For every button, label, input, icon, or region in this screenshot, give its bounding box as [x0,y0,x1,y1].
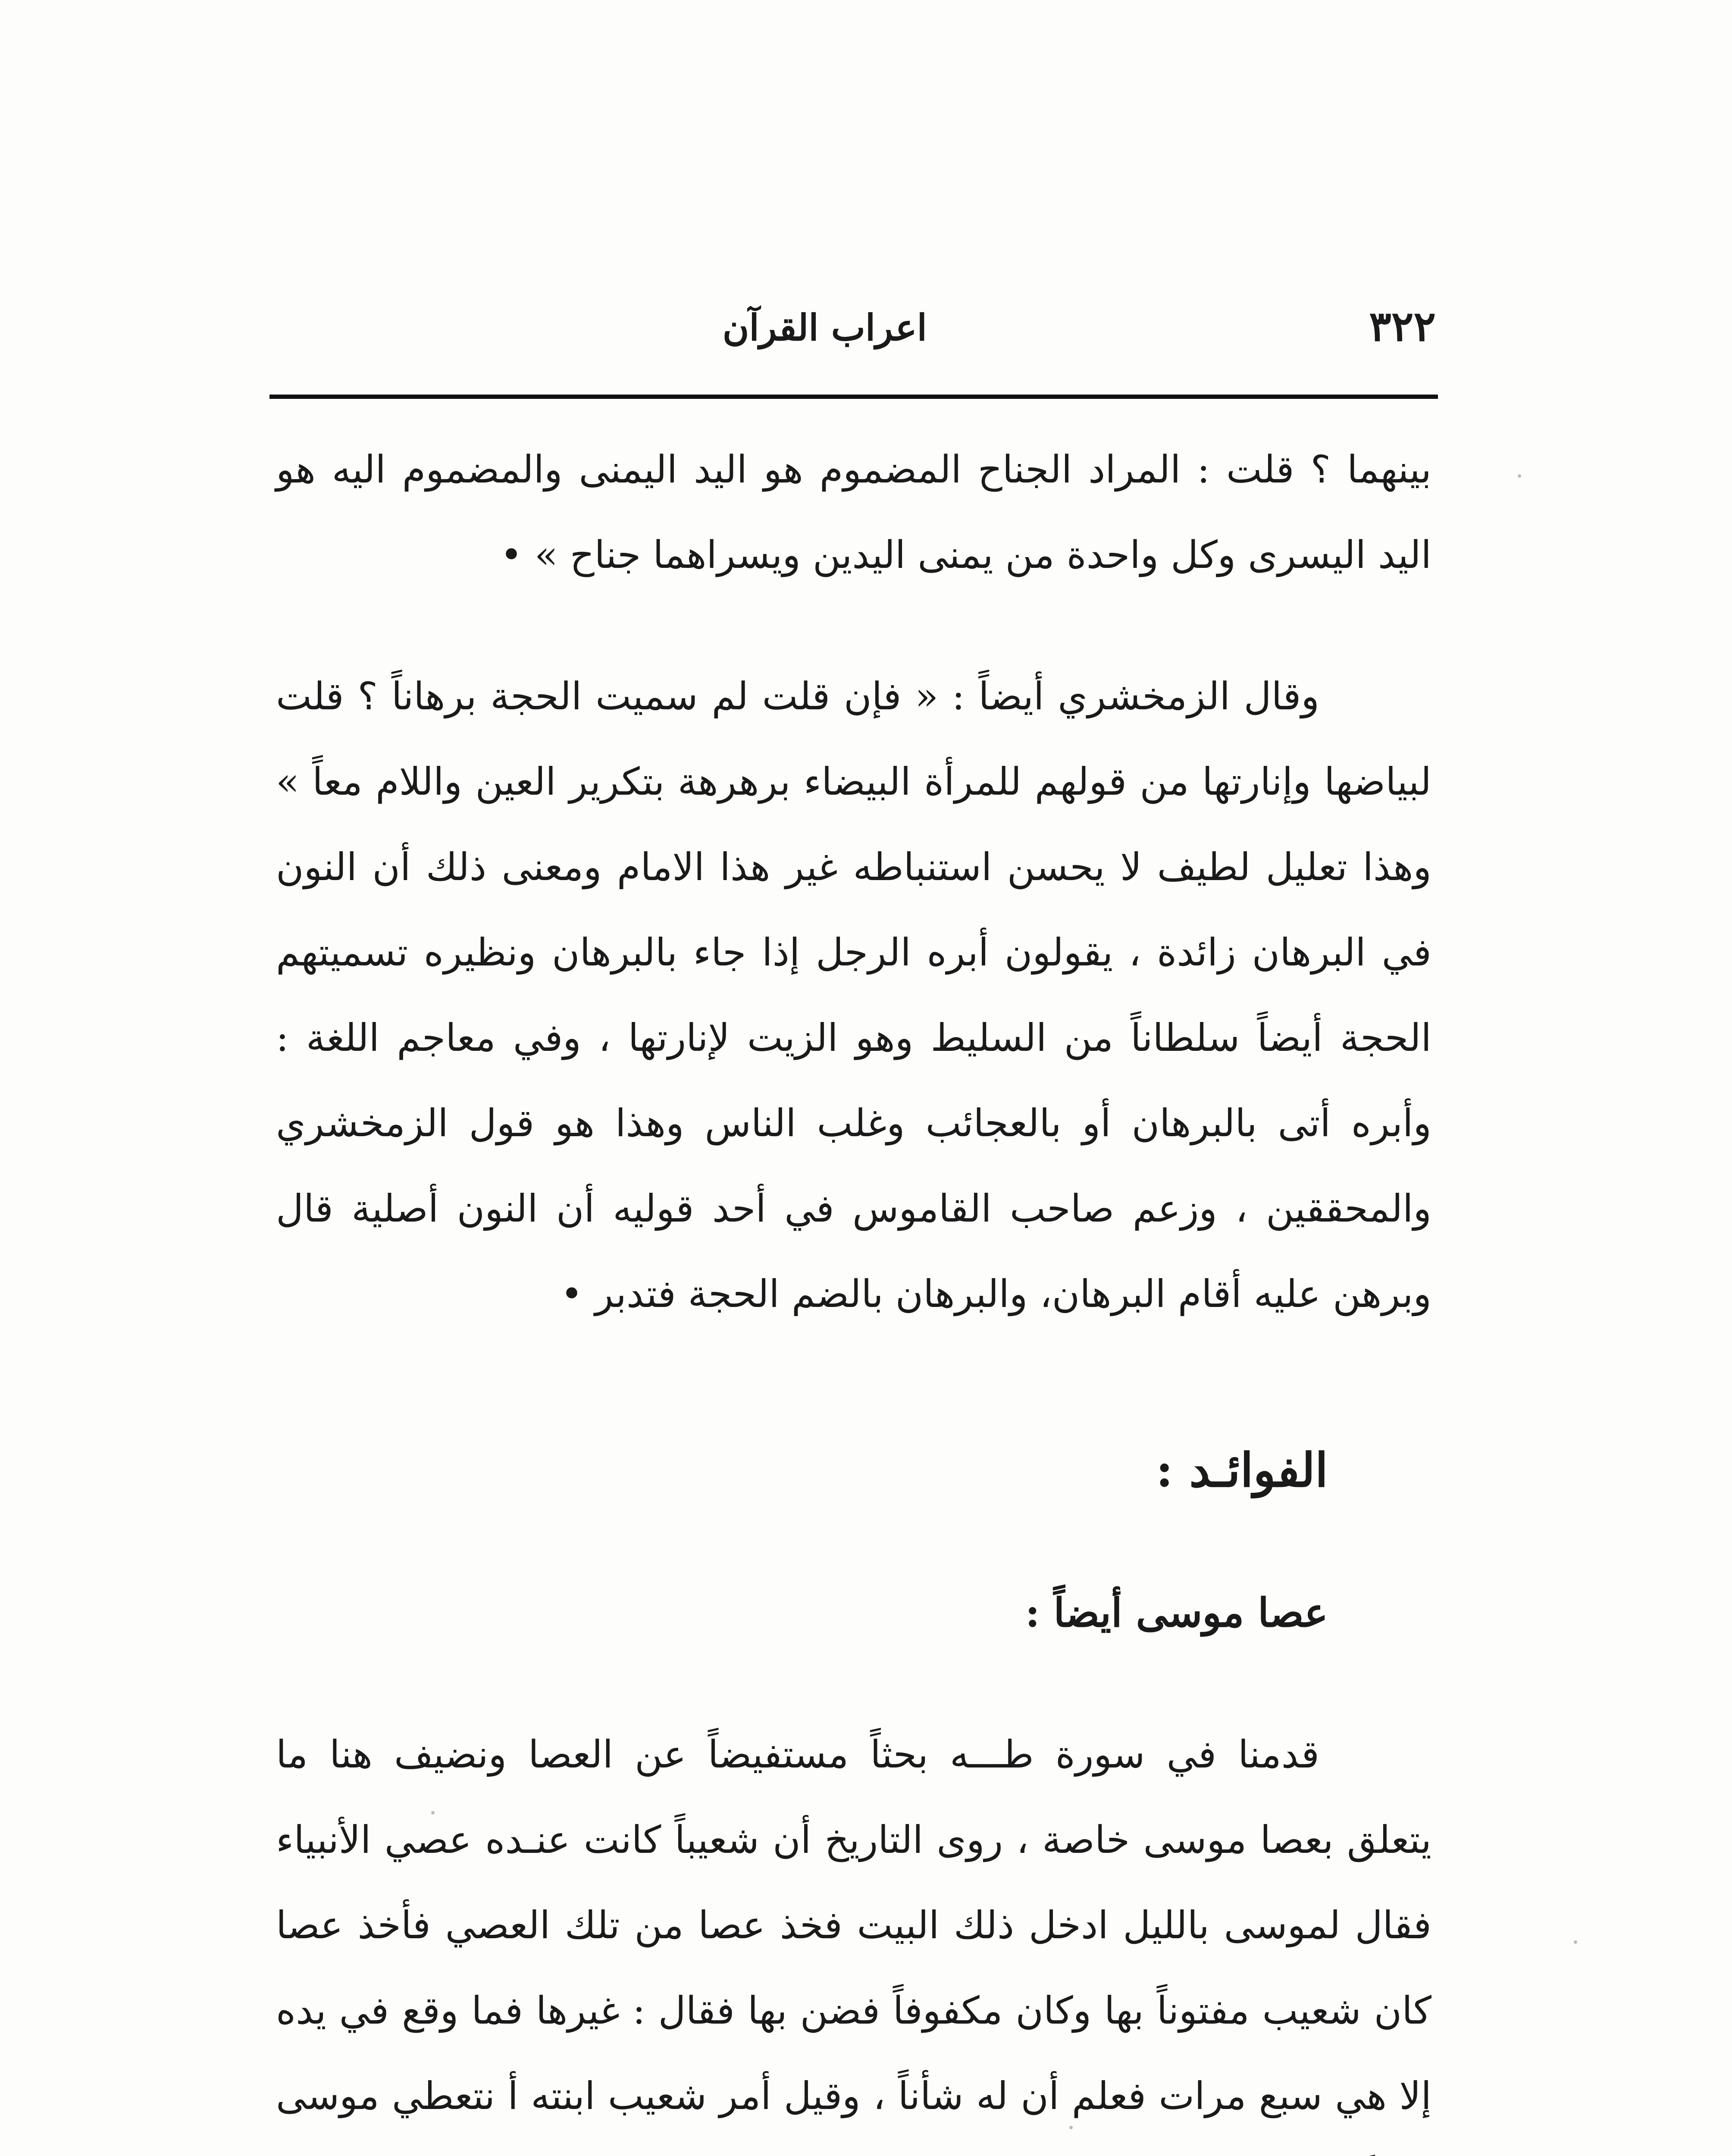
page-number: ٣٢٢ [1369,302,1436,351]
header-rule [269,395,1438,399]
page-header [272,298,1436,358]
page-body [276,427,1431,2156]
paragraph-moses-staff: قدمنا في سورة طـــه بحثاً مستفيضاً عن العصا ونضيف هنا ما يتعلق بعصا موسى خاصة ، روى التاريخ أن شعيباً كانت عنـده عصي الأنبياء فقال لموسى بالليل ادخل ذلك البيت فخذ عصا من تلك العصي فأخذ عصا كان شعيب مفتوناً بها وكان مكفوفاً فضن بها فقال : غيرها فما وقع في يده إلا هي سبع مرات فعلم أن له شأناً ، وقيل أمر شعيب ابنته أ نتعطي موسى [276,1732,1431,2118]
running-title: اعراب القرآن [722,306,927,349]
paper-speck [431,1811,435,1814]
paragraph-continuation: بينهما ؟ قلت : المراد الجناح المضموم هو اليد اليمنى والمضموم اليه هو اليد اليسرى وكل واحدة من يمنى اليدين ويسراهما جناح » • [276,447,1431,577]
paragraph-zamakhshari: وقال الزمخشري أيضاً : « فإن قلت لم سميت الحجة برهاناً ؟ قلت لبياضها وإنارتها من قولهم للمرأة البيضاء برهرهة بتكرير العين واللام معاً » وهذا تعليل لطيف لا يحسن استنباطه غير هذا الامام ومعنى ذلك أن النون في البرهان زائدة ، يقولون أبره الرجل إذا جاء بالبرهان ونظيره تسميتهم الحجة أيضاً سلطاناً من السليط وهو الزيت لإنارتها ، وفي معاجم اللغة : وأبره أتى بالبرهان أو بالعجائب وغلب الناس وهذا هو قول الزمخشري والمحققين ، وزعم صاحب القاموس في أحد قوليه أن النون أصلية قال وبرهن عليه أقام البرهان، والبرهان بالضم الحجة فتدبر • [276,674,1431,1316]
paper-speck [1069,2126,1073,2129]
paper-speck [1574,1940,1577,1944]
section-heading-fawaid: الفوائـد : [1156,1443,1328,1498]
spacer [276,598,1431,654]
spacer [276,1656,1431,1712]
subheading-moses-staff: عصا موسى أيضاً : [1025,1589,1328,1636]
spacer [276,1337,1431,1427]
paper-speck [1518,474,1521,478]
spacer [276,1514,1431,1570]
